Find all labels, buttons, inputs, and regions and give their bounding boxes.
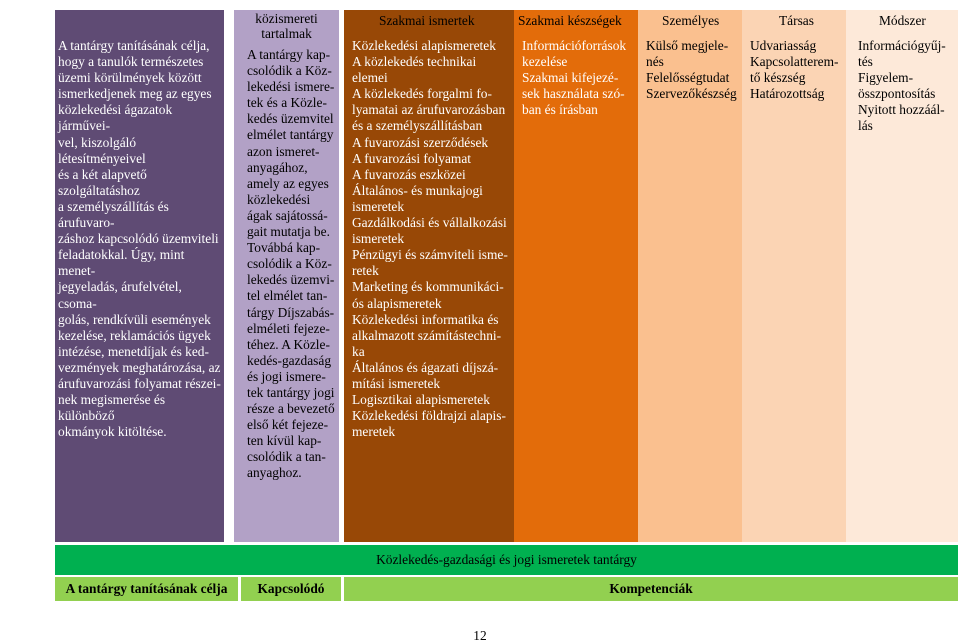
subject-title: Közlekedés-gazdasági és jogi ismeretek tantárgy xyxy=(376,552,637,567)
header-personal: Személyes xyxy=(662,13,720,28)
header-skills: Szakmai készségek xyxy=(518,13,622,28)
header-knowledge: Szakmai ismertek xyxy=(379,13,475,28)
competency-header-row xyxy=(344,10,958,32)
skills-column xyxy=(514,10,638,542)
knowledge-column xyxy=(344,10,514,542)
skills-text: Információforrások kezelése Szakmai kifejezé- sek használata szó- ban és írásban xyxy=(522,38,627,118)
subject-bar xyxy=(55,545,958,575)
header-method: Módszer xyxy=(879,13,926,28)
method-column xyxy=(846,10,958,542)
social-column xyxy=(742,10,846,542)
method-text: Információgyűj- tés Figyelem- összpontosítás Nyitott hozzáál- lás xyxy=(858,38,946,134)
footer-related-label: Kapcsolódó xyxy=(241,577,341,601)
knowledge-text: Közlekedési alapismeretek A közlekedés technikai elemei A közlekedés forgalmi fo- lyamatai az árufuvarozásban és a személyszállításban A fuvarozási szerződések A fuvarozási folyamat A fuvarozás eszközei Általános- és munkajogi ismeretek Gazdálkodási és vállalkozási ismeretek Pénzügyi és számviteli isme- retek Marketing és kommunikáci- ós alapismeretek Közlekedési informatika és alkalmazott számítástechni- ka Általános és ágazati díjszá- mítási ismeretek Logisztikai alapismeretek Közlekedési földrajzi alapis- meretek xyxy=(352,38,508,440)
related-header: közismereti tartalmak xyxy=(255,11,318,41)
social-text: Udvariasság Kapcsolatterem- tő készség Határozottság xyxy=(750,38,839,102)
personal-text: Külső megjele- nés Felelősségtudat Szervezőkészség xyxy=(646,38,737,102)
footer-row xyxy=(55,577,958,601)
footer-competencies-label: Kompetenciák xyxy=(344,577,958,601)
footer-purpose-label: A tantárgy tanításának célja xyxy=(55,577,238,601)
related-text: A tantárgy kap- csolódik a Köz- lekedési ismere- tek és a Közle- kedés üzemvitel elmélet tantárgy azon ismeret- anyagához, amely az egyes közlekedési ágak sajátossá- gait mutatja be. Továbbá kap- csolódik a Köz- lekedés üzemvi- tel elmélet tan- tárgy Díjszabás- elméleti fejeze- téhez. A Közle- kedés-gazdaság és jogi ismere- tek tantárgy jogi része a bevezető első két fejeze- ten kívül kap- csolódik a tan- anyaghoz. xyxy=(247,47,335,481)
header-social: Társas xyxy=(779,13,814,28)
page-number: 12 xyxy=(473,628,487,643)
purpose-column xyxy=(55,10,224,542)
personal-column xyxy=(638,10,742,542)
related-column xyxy=(234,10,339,542)
purpose-text: A tantárgy tanításának célja, hogy a tanulók természetes üzemi körülmények között ismerkedjenek meg az egyes közlekedési ágazatok járművei- vel, kiszolgáló létesítményeivel és a két alapvető szolgáltatáshoz a személyszállítás és árufuvaro- záshoz kapcsolódó üzemviteli feladatokkal. Úgy, mint menet- jegyeladás, árufelvétel, csoma- golás, rendkívüli események kezelése, reklamációs ügyek intézése, menetdíjak és ked- vezmények meghatározása, az árufuvarozási folyamat részei- nek megismerése és különböző okmányok kitöltése. xyxy=(58,38,221,440)
